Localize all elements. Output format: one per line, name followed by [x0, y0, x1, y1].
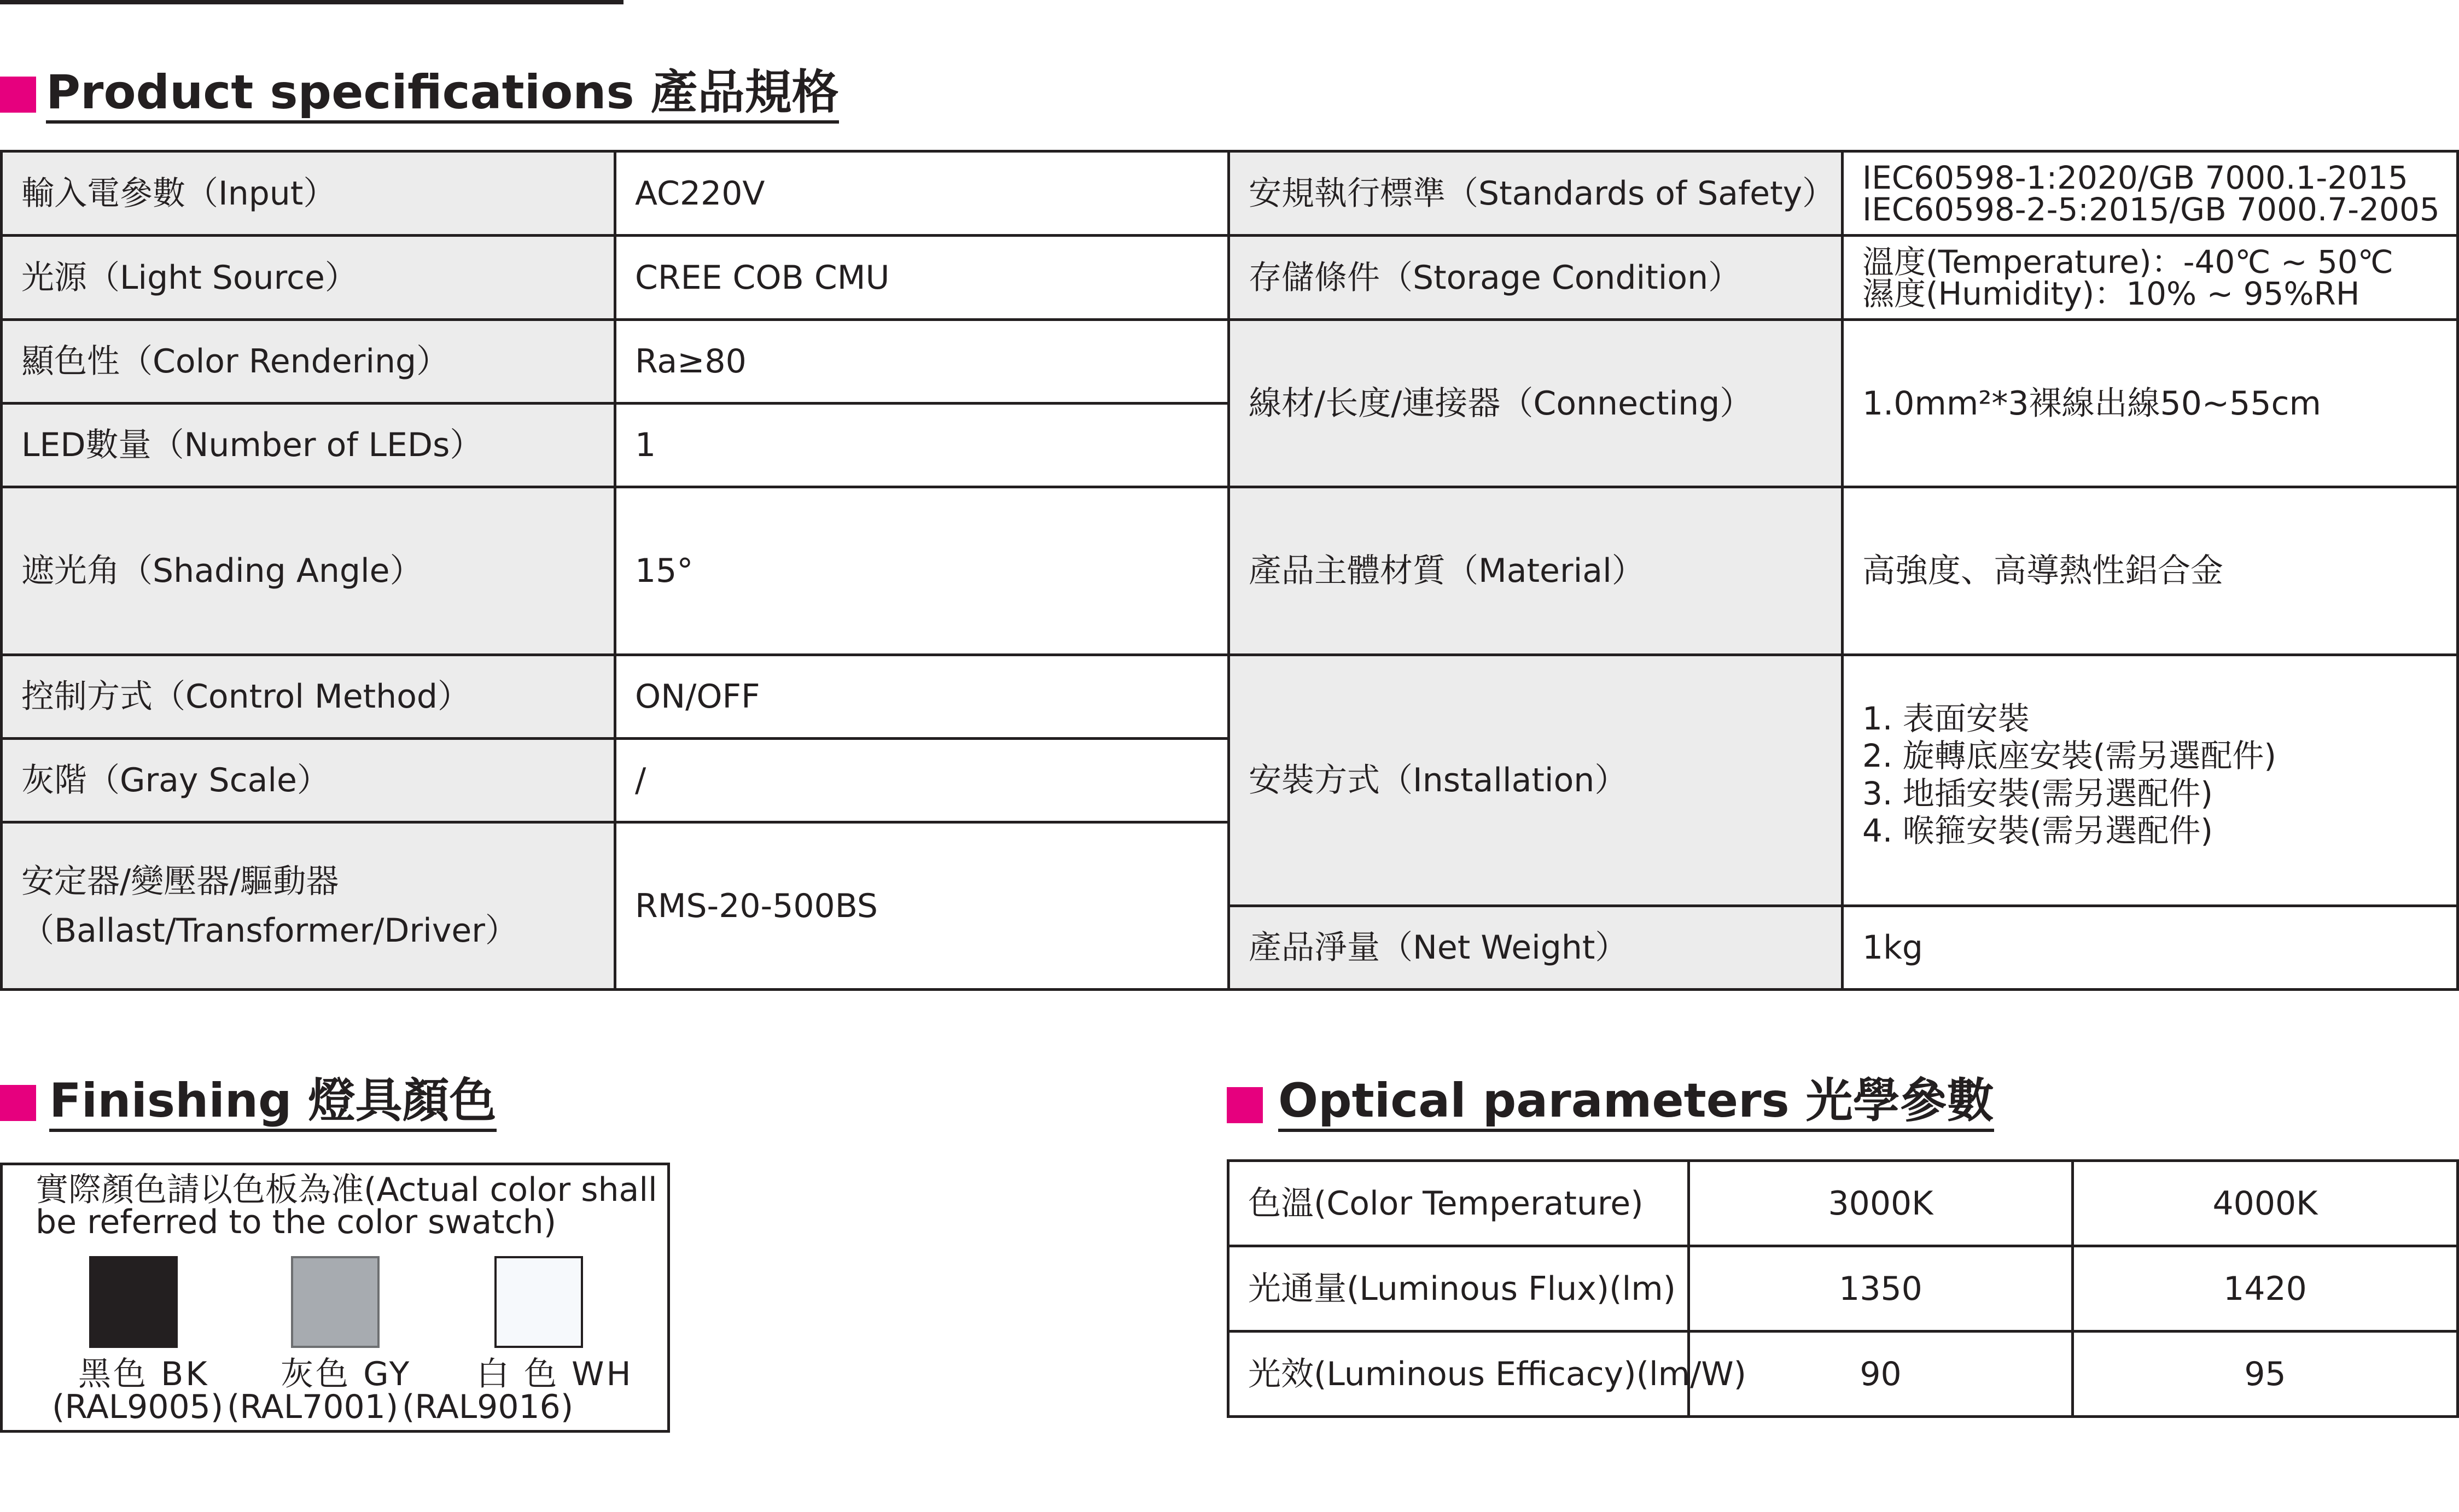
spec-value	[1843, 151, 2458, 236]
swatch-code: (RAL9016)	[402, 1388, 574, 1426]
swatch-label: 灰色 GY	[281, 1355, 412, 1393]
spec-value: RMS-20-500BS	[615, 822, 1229, 990]
spec-value: CREE COB CMU	[615, 236, 1229, 320]
finishing-note-line: be referred to the color swatch)	[36, 1202, 557, 1241]
swatch-gray	[291, 1256, 380, 1348]
spec-label: 存儲條件（Storage Condition）	[1229, 236, 1843, 320]
spec-label: LED數量（Number of LEDs）	[2, 404, 615, 487]
optical-label: 光效(Luminous Efficacy)(lm/W)	[1228, 1332, 1689, 1417]
swatch-code: (RAL7001)	[227, 1388, 399, 1426]
swatch-label: 黑色 BK	[78, 1355, 209, 1393]
spec-label: 安規執行標準（Standards of Safety）	[1229, 151, 1843, 236]
spec-value: Ra≥80	[615, 320, 1229, 404]
spec-value: AC220V	[615, 151, 1229, 236]
spec-value-line: 1. 表面安裝	[1862, 700, 2030, 737]
spec-label: 安裝方式（Installation）	[1229, 655, 1843, 906]
finishing-heading: Finishing 燈具顏色	[49, 1077, 497, 1132]
spec-value-line: IEC60598-1:2020/GB 7000.1-2015	[1862, 159, 2408, 196]
optical-value: 4000K	[2073, 1161, 2458, 1246]
spec-label: 顯色性（Color Rendering）	[2, 320, 615, 404]
optical-label: 色溫(Color Temperature)	[1228, 1161, 1689, 1246]
spec-label: 產品淨量（Net Weight）	[1229, 906, 1843, 990]
swatch-code: (RAL9005)	[52, 1388, 224, 1426]
spec-label: 輸入電參數（Input）	[2, 151, 615, 236]
spec-value: 1.0mm²*3裸線出線50~55cm	[1843, 320, 2458, 487]
spec-label: 光源（Light Source）	[2, 236, 615, 320]
swatch-label: 白 色 WH	[476, 1355, 633, 1393]
swatch-white	[494, 1256, 583, 1348]
spec-label: 線材/长度/連接器（Connecting）	[1229, 320, 1843, 487]
swatch-black	[89, 1256, 178, 1348]
spec-value-line: 2. 旋轉底座安裝(需另選配件)	[1862, 737, 2277, 775]
optical-value: 1420	[2073, 1246, 2458, 1332]
spec-value-line: 濕度(Humidity)：10% ~ 95%RH	[1862, 275, 2360, 312]
optical-value: 95	[2073, 1332, 2458, 1417]
spec-value-line: 溫度(Temperature)：-40℃ ~ 50℃	[1862, 243, 2393, 281]
optical-value: 90	[1689, 1332, 2073, 1417]
spec-label-line: 安定器/變壓器/驅動器	[21, 862, 339, 901]
spec-label: 遮光角（Shading Angle）	[2, 487, 615, 655]
optical-value: 3000K	[1689, 1161, 2073, 1246]
spec-value	[1843, 236, 2458, 320]
spec-label: 灰階（Gray Scale）	[2, 739, 615, 822]
spec-value: ON/OFF	[615, 655, 1229, 739]
finishing-box	[0, 1163, 670, 1433]
spec-value: 15°	[615, 487, 1229, 655]
spec-heading: Product specifications 產品規格	[46, 69, 839, 124]
section-marker	[1227, 1087, 1263, 1123]
spec-label: 控制方式（Control Method）	[2, 655, 615, 739]
section-marker	[0, 77, 36, 113]
optical-table	[1227, 1159, 2459, 1418]
spec-value: 高強度、高導熱性鋁合金	[1843, 487, 2458, 655]
spec-label: 產品主體材質（Material）	[1229, 487, 1843, 655]
spec-value-line: 4. 喉箍安裝(需另選配件)	[1862, 812, 2213, 850]
spec-table	[0, 150, 2459, 991]
spec-label-line: （Ballast/Transformer/Driver）	[21, 911, 518, 950]
spec-value-line: IEC60598-2-5:2015/GB 7000.7-2005	[1862, 190, 2440, 228]
optical-label: 光通量(Luminous Flux)(lm)	[1228, 1246, 1689, 1332]
spec-label	[2, 822, 615, 990]
section-marker	[0, 1085, 36, 1121]
finishing-note	[36, 1171, 657, 1241]
optical-value: 1350	[1689, 1246, 2073, 1332]
spec-value-list	[1843, 655, 2458, 906]
optical-heading: Optical parameters 光學參數	[1278, 1077, 1994, 1132]
top-rule	[0, 0, 624, 4]
spec-value: 1kg	[1843, 906, 2458, 990]
spec-value: /	[615, 739, 1229, 822]
spec-value: 1	[615, 404, 1229, 487]
spec-value-line: 3. 地插安裝(需另選配件)	[1862, 774, 2213, 812]
finishing-note-line: 實際顏色請以色板為准(Actual color shall	[36, 1171, 657, 1209]
